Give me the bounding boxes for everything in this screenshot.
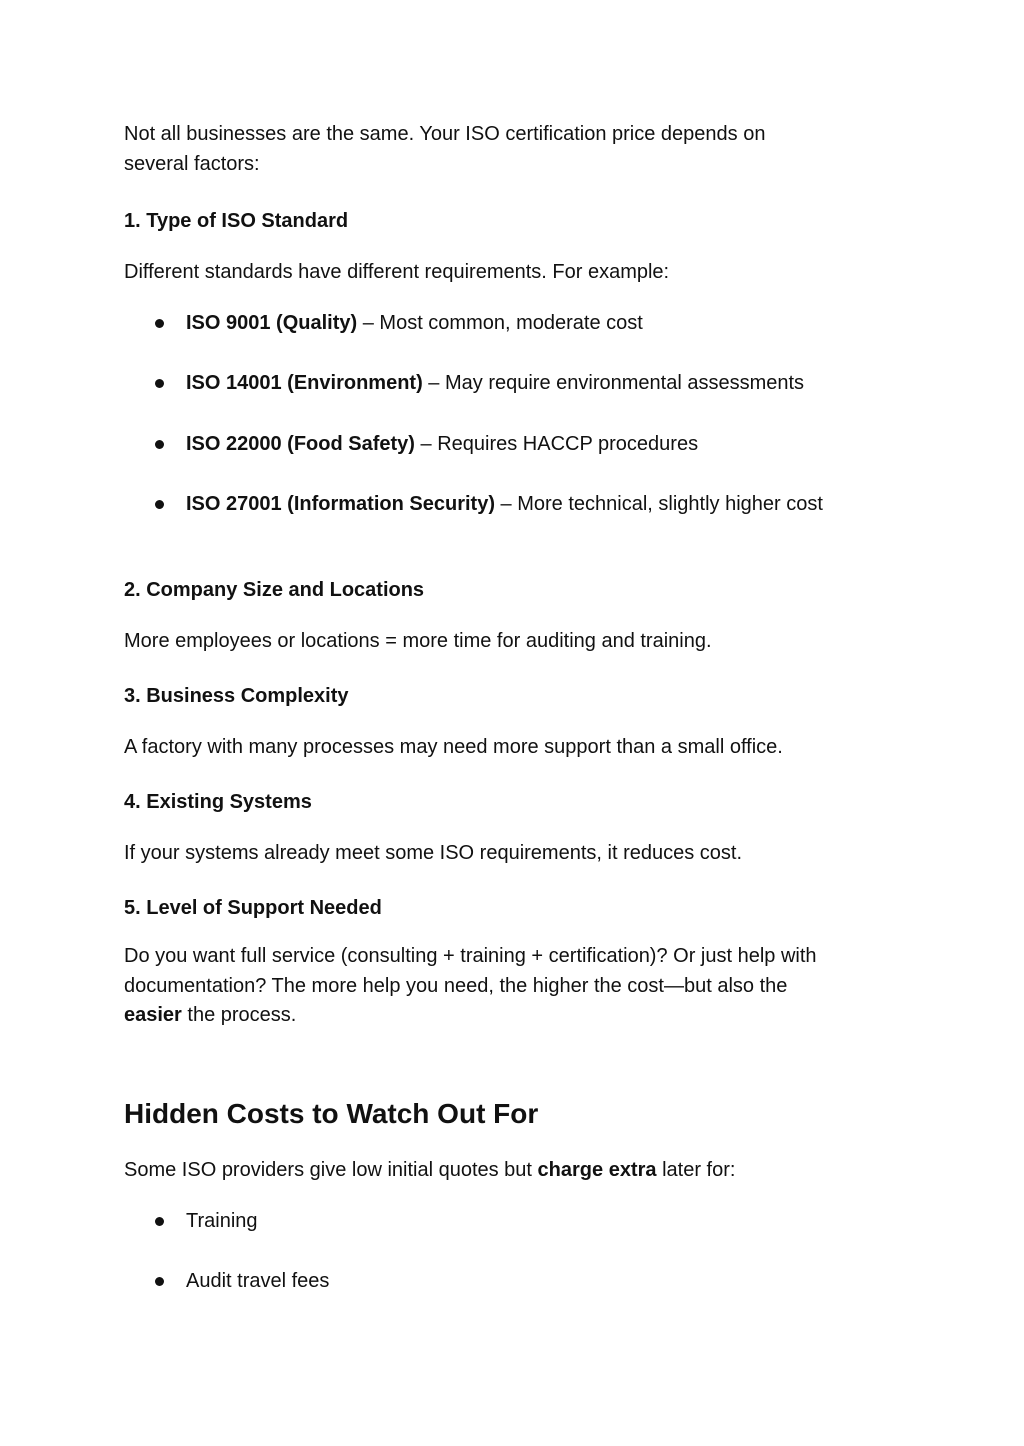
- section-body-type-of-standard: Different standards have different requirements. For example:: [124, 261, 670, 283]
- bullet-icon: [155, 1217, 164, 1226]
- standard-name: ISO 22000 (Food Safety): [186, 433, 415, 455]
- section-body-support-line-3: [124, 1000, 296, 1030]
- section-body-support-line-1: Do you want full service (consulting + training + certification)? Or just help with: [124, 945, 817, 967]
- section-heading-support-level: 5. Level of Support Needed: [124, 897, 382, 919]
- bullet-icon: [155, 500, 164, 509]
- body-text: the process.: [181, 1004, 297, 1026]
- standard-name: ISO 9001 (Quality): [186, 312, 358, 334]
- section-heading-complexity: 3. Business Complexity: [124, 685, 349, 707]
- standard-description: – Most common, moderate cost: [357, 312, 643, 334]
- list-item-text: Training: [186, 1210, 258, 1232]
- list-item: [0, 1266, 1024, 1296]
- section-body-support-line-2: documentation? The more help you need, the higher the cost—but also the: [124, 975, 788, 997]
- list-item-text: Audit travel fees: [186, 1270, 330, 1292]
- standard-name: ISO 27001 (Information Security): [186, 493, 495, 515]
- emphasis-text: easier: [124, 1004, 182, 1026]
- bullet-icon: [155, 379, 164, 388]
- standard-description: – More technical, slightly higher cost: [494, 493, 823, 515]
- bullet-icon: [155, 319, 164, 328]
- bullet-icon: [155, 440, 164, 449]
- intro-line-1: Not all businesses are the same. Your ISO certification price depends on: [124, 123, 766, 145]
- bullet-icon: [155, 1277, 164, 1286]
- list-item: [0, 429, 1024, 459]
- section-body-existing-systems: If your systems already meet some ISO requirements, it reduces cost.: [124, 842, 743, 864]
- section-body-company-size: More employees or locations = more time for auditing and training.: [124, 630, 712, 652]
- list-item: [0, 1206, 1024, 1236]
- section-heading-existing-systems: 4. Existing Systems: [124, 791, 312, 813]
- section-body-complexity: A factory with many processes may need more support than a small office.: [124, 736, 783, 758]
- list-item: [0, 308, 1024, 338]
- page-heading-hidden-costs: Hidden Costs to Watch Out For: [124, 1098, 539, 1129]
- list-item-text: [186, 429, 698, 459]
- list-item-text: [186, 489, 823, 519]
- body-text: later for:: [656, 1159, 736, 1181]
- body-text: Some ISO providers give low initial quotes but: [124, 1159, 538, 1181]
- emphasis-text: charge extra: [537, 1159, 657, 1181]
- list-item: [0, 489, 1024, 519]
- standard-description: – Requires HACCP procedures: [414, 433, 699, 455]
- list-item-text: [186, 368, 804, 398]
- list-item-text: [186, 308, 643, 338]
- hidden-costs-intro: [124, 1155, 735, 1185]
- standard-description: – May require environmental assessments: [422, 372, 805, 394]
- list-item: [0, 368, 1024, 398]
- standard-name: ISO 14001 (Environment): [186, 372, 423, 394]
- section-heading-type-of-standard: 1. Type of ISO Standard: [124, 210, 349, 232]
- section-heading-company-size: 2. Company Size and Locations: [124, 579, 425, 601]
- intro-line-2: several factors:: [124, 153, 260, 175]
